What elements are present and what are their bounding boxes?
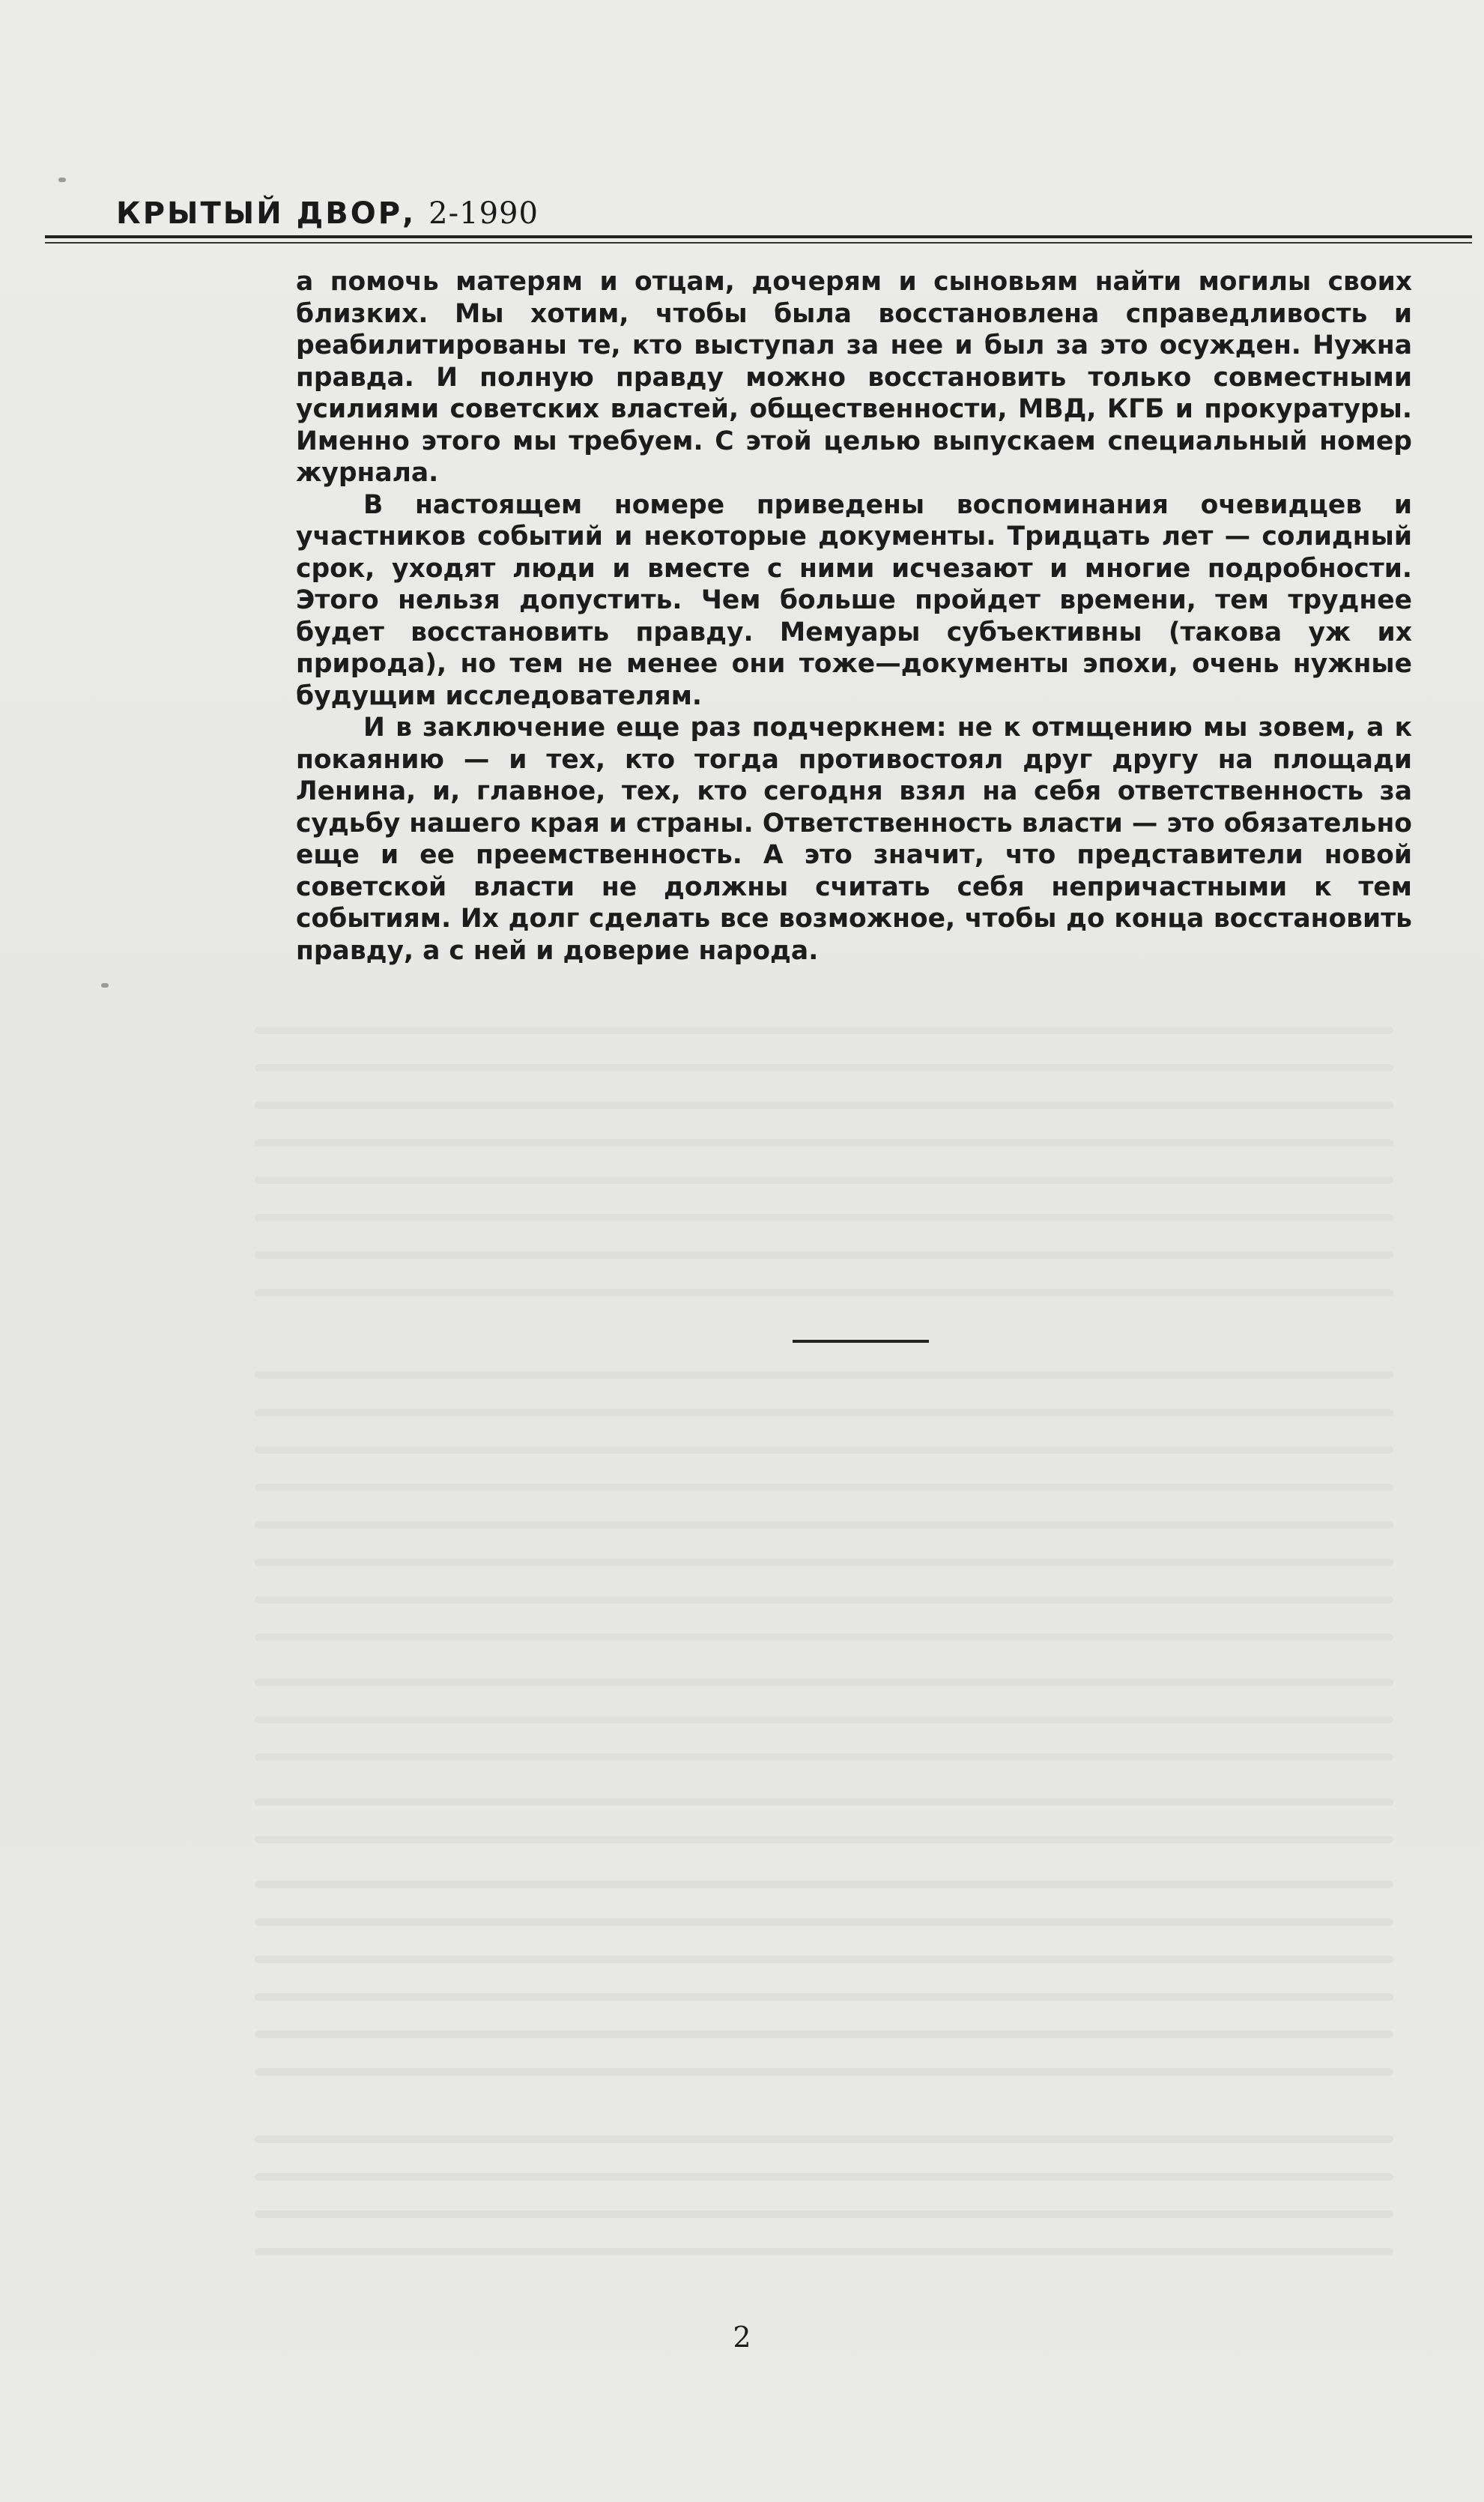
show-through-line: [255, 1836, 1393, 1843]
show-through-line: [255, 1064, 1393, 1072]
show-through-line: [255, 2173, 1393, 2181]
show-through-line: [255, 1753, 1393, 1761]
paragraph-3: И в заключение еще раз подчеркнем: не к отмщению мы зовем, а к покаянию — и тех, кто тогда противостоял друг другу на площади Ленина, и, главное, тех, кто сегодня взял на себя ответственность за судьбу нашего края и страны. Ответственность власти — это обязательно еще и ее преемственность. А это значит, что представители новой советской власти не должны считать себя непричастными к тем событиям. Их долг сделать все возможное, чтобы до конца восстановить правду, а с ней и доверие народа.: [296, 713, 1412, 966]
show-through-line: [255, 1251, 1393, 1259]
show-through-line: [255, 1678, 1393, 1686]
show-through-line: [255, 1881, 1393, 1888]
scan-speck: [58, 178, 66, 182]
show-through-line: [255, 1446, 1393, 1454]
show-through-line: [255, 1289, 1393, 1296]
header-rule-thin: [45, 242, 1472, 244]
paragraph-2: В настоящем номере приведены воспоминания очевидцев и участников событий и некоторые документы. Тридцать лет — солидный срок, уходят люди и вместе с ними исчезают и многие подробности. Этого нельзя допустить. Чем больше пройдет времени, тем труднее будет восстановить правду. Мемуары субъективны (такова уж их природа), но тем не менее они тоже—документы эпохи, очень нужные будущим исследователям.: [296, 489, 1412, 711]
show-through-line: [255, 1596, 1393, 1604]
show-through-line: [255, 1371, 1393, 1379]
show-through-line: [255, 1559, 1393, 1566]
show-through-line: [255, 1484, 1393, 1491]
show-through-line: [255, 1521, 1393, 1529]
show-through-line: [255, 1027, 1393, 1034]
show-through-line: [255, 1956, 1393, 1963]
journal-title: КРЫТЫЙ ДВОР,: [116, 196, 417, 231]
show-through-line: [255, 1102, 1393, 1109]
show-through-line: [255, 1993, 1393, 2001]
show-through-line: [255, 1918, 1393, 1926]
paragraph-1: а помочь матерям и отцам, дочерям и сыновьям найти могилы своих близких. Мы хотим, чтобы была восстановлена справедливость и реабилитированы те, кто выступал за нее и был за это осужден. Нужна правда. И полную правду можно восстановить только совместными усилиями советских властей, общественности, МВД, КГБ и прокуратуры. Именно этого мы требуем. С этой целью выпускаем специальный номер журнала.: [296, 267, 1412, 488]
header-rule-thick: [45, 235, 1472, 238]
show-through-line: [255, 2031, 1393, 2038]
show-through-line: [255, 1634, 1393, 1641]
running-header: [116, 196, 539, 231]
show-through-line: [255, 1716, 1393, 1723]
section-separator: [793, 1340, 929, 1343]
issue-number: 2-1990: [428, 196, 539, 231]
scan-speck: [101, 983, 109, 988]
show-through-line: [255, 2211, 1393, 2218]
show-through-line: [255, 1176, 1393, 1184]
article-body: [296, 266, 1412, 967]
show-through-line: [255, 1139, 1393, 1146]
show-through-line: [255, 2068, 1393, 2076]
show-through-line: [255, 1214, 1393, 1221]
show-through-line: [255, 1409, 1393, 1416]
show-through-line: [255, 1798, 1393, 1806]
page-number: 2: [733, 2321, 751, 2354]
show-through-line: [255, 2136, 1393, 2143]
show-through-line: [255, 2248, 1393, 2255]
